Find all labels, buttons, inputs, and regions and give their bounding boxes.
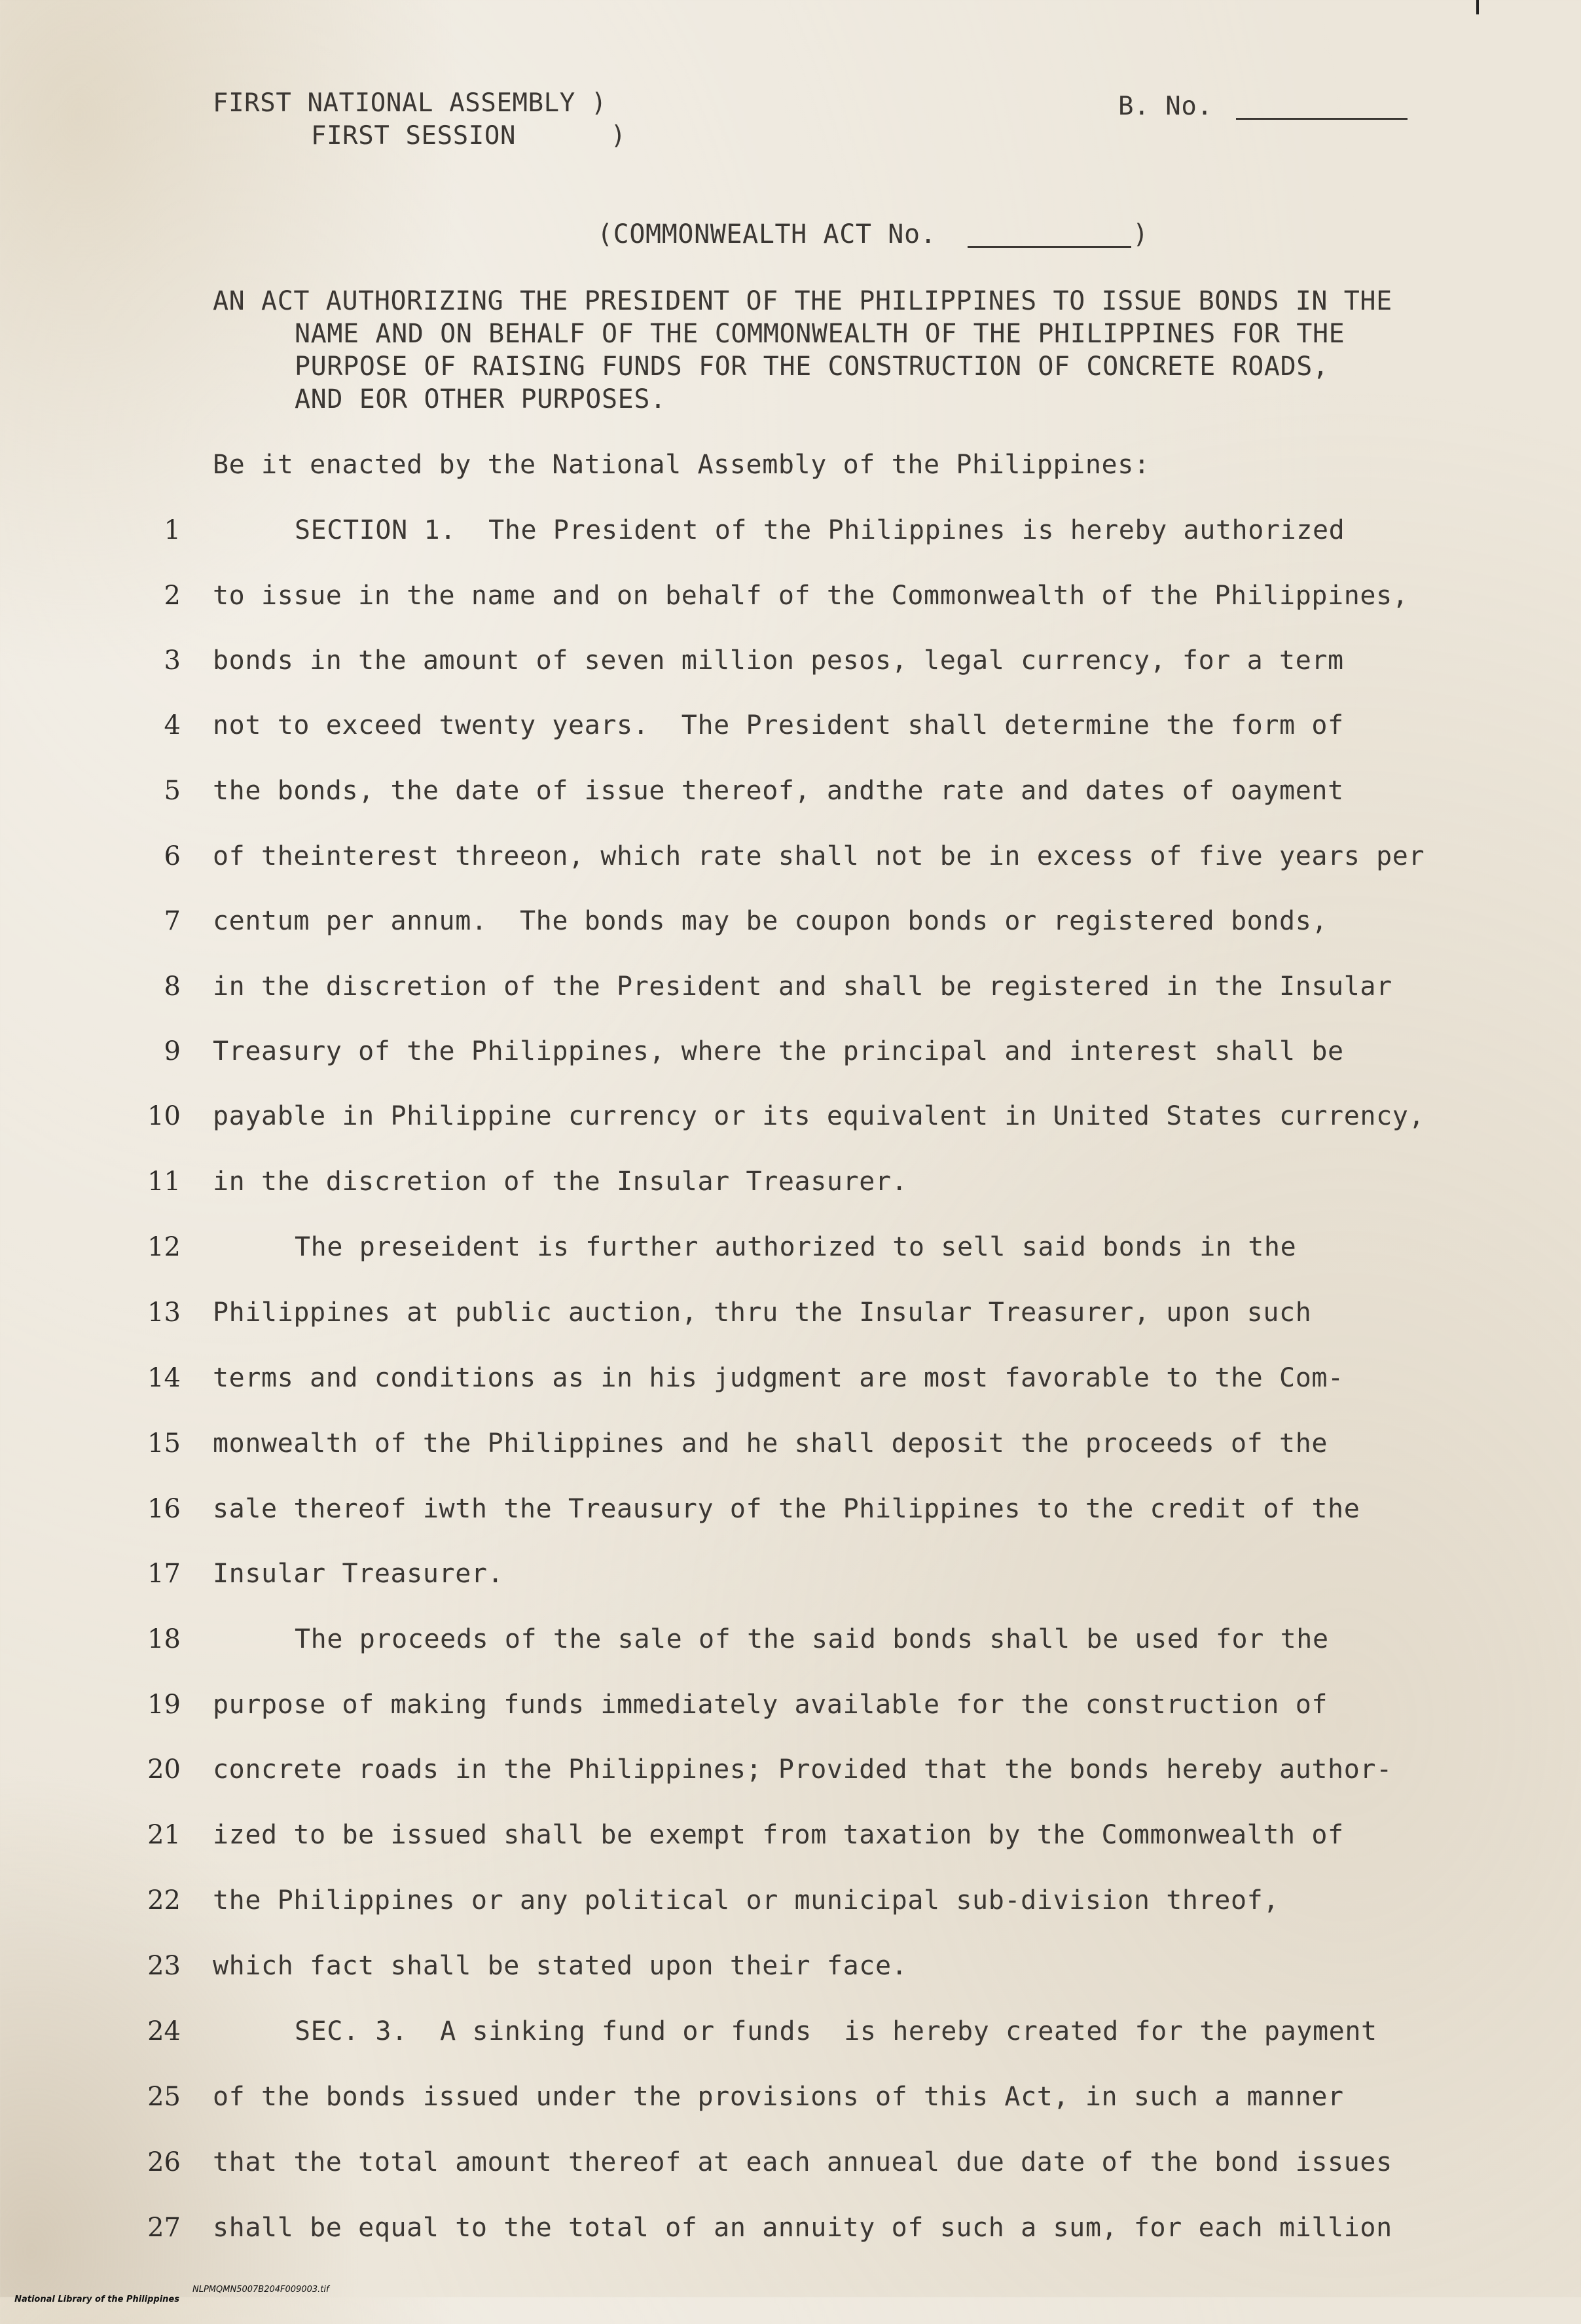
line-number: 1 <box>164 515 181 545</box>
title-line: AND EOR OTHER PURPOSES. <box>295 384 666 414</box>
line-number: 23 <box>147 1951 181 1981</box>
enacting-clause: Be it enacted by the National Assembly of the Philippines: <box>213 450 1150 480</box>
body-line: bonds in the amount of seven million pesos, legal currency, for a term <box>213 645 1344 676</box>
line-number: 12 <box>147 1232 181 1262</box>
act-number-label: (COMMONWEALTH ACT No. <box>597 219 937 249</box>
line-number: 22 <box>147 1885 181 1915</box>
line-number: 13 <box>147 1298 181 1328</box>
title-line: PURPOSE OF RAISING FUNDS FOR THE CONSTRUCTION OF CONCRETE ROADS, <box>295 352 1329 382</box>
line-number: 15 <box>147 1428 181 1459</box>
title-line: NAME AND ON BEHALF OF THE COMMONWEALTH OF THE PHILIPPINES FOR THE <box>295 319 1345 349</box>
line-number: 8 <box>164 971 181 1002</box>
line-number: 21 <box>147 1820 181 1850</box>
line-number: 25 <box>147 2082 181 2112</box>
line-number: 10 <box>147 1101 181 1131</box>
body-line: the Philippines or any political or municipal sub-division threof, <box>213 1885 1280 1915</box>
line-number: 14 <box>147 1363 181 1393</box>
body-line: The preseident is further authorized to sell said bonds in the <box>295 1232 1297 1262</box>
session-heading: FIRST SESSION ) <box>311 121 627 151</box>
act-number-blank <box>968 246 1131 248</box>
body-line: terms and conditions as in his judgment are most favorable to the Com- <box>213 1363 1344 1393</box>
body-line: monwealth of the Philippines and he shall deposit the proceeds of the <box>213 1428 1328 1459</box>
body-line: concrete roads in the Philippines; Provided that the bonds hereby author- <box>213 1754 1392 1785</box>
body-line: sale thereof iwth the Treausury of the Philippines to the credit of the <box>213 1494 1360 1524</box>
body-line: not to exceed twenty years. The President shall determine the form of <box>213 710 1344 740</box>
body-line: SEC. 3. A sinking fund or funds is hereby created for the payment <box>295 2016 1377 2046</box>
line-number: 11 <box>147 1167 181 1197</box>
line-number: 19 <box>147 1690 181 1720</box>
body-line: The proceeds of the sale of the said bonds shall be used for the <box>295 1624 1329 1654</box>
body-line: that the total amount thereof at each annueal due date of the bond issues <box>213 2147 1392 2177</box>
line-number: 20 <box>147 1754 181 1785</box>
body-line: centum per annum. The bonds may be coupon bonds or registered bonds, <box>213 906 1328 936</box>
body-line: of the bonds issued under the provisions of this Act, in such a manner <box>213 2082 1344 2112</box>
line-number: 5 <box>164 776 181 806</box>
body-line: Treasury of the Philippines, where the principal and interest shall be <box>213 1036 1344 1066</box>
scan-file-code: NLPMQMN5007B204F009003.tif <box>192 2285 329 2295</box>
act-number-close: ) <box>1133 219 1149 249</box>
line-number: 24 <box>147 2016 181 2046</box>
edge-mark <box>1476 0 1479 14</box>
line-number: 26 <box>147 2147 181 2177</box>
bill-number-label: B. No. <box>1118 92 1213 121</box>
body-line: Insular Treasurer. <box>213 1559 504 1589</box>
body-line: purpose of making funds immediately available for the construction of <box>213 1690 1328 1720</box>
bill-number-blank <box>1236 118 1408 120</box>
line-number: 18 <box>147 1624 181 1654</box>
body-line: of theinterest threeon, which rate shall not be in excess of five years per <box>213 841 1425 871</box>
body-line: Philippines at public auction, thru the Insular Treasurer, upon such <box>213 1298 1312 1328</box>
body-line: the bonds, the date of issue thereof, andthe rate and dates of oayment <box>213 776 1344 806</box>
line-number: 2 <box>164 581 181 611</box>
assembly-heading: FIRST NATIONAL ASSEMBLY ) <box>213 88 607 118</box>
library-credit: National Library of the Philippines <box>14 2295 179 2304</box>
body-line: payable in Philippine currency or its equivalent in United States currency, <box>213 1101 1425 1131</box>
title-line: AN ACT AUTHORIZING THE PRESIDENT OF THE PHILIPPINES TO ISSUE BONDS IN THE <box>213 286 1392 316</box>
body-line: ized to be issued shall be exempt from taxation by the Commonwealth of <box>213 1820 1344 1850</box>
body-line: shall be equal to the total of an annuity of such a sum, for each million <box>213 2213 1392 2243</box>
line-number: 17 <box>147 1559 181 1589</box>
line-number: 7 <box>164 906 181 936</box>
line-number: 16 <box>147 1494 181 1524</box>
line-number: 6 <box>164 841 181 871</box>
line-number: 4 <box>164 710 181 740</box>
line-number: 3 <box>164 645 181 676</box>
body-line: SECTION 1. The President of the Philippines is hereby authorized <box>295 515 1345 545</box>
body-line: in the discretion of the Insular Treasurer. <box>213 1167 908 1197</box>
body-line: which fact shall be stated upon their face. <box>213 1951 908 1981</box>
body-line: in the discretion of the President and shall be registered in the Insular <box>213 971 1392 1002</box>
line-number: 27 <box>147 2213 181 2243</box>
body-line: to issue in the name and on behalf of the Commonwealth of the Philippines, <box>213 581 1409 611</box>
scan-footer <box>3 2285 329 2324</box>
line-number: 9 <box>164 1036 181 1066</box>
